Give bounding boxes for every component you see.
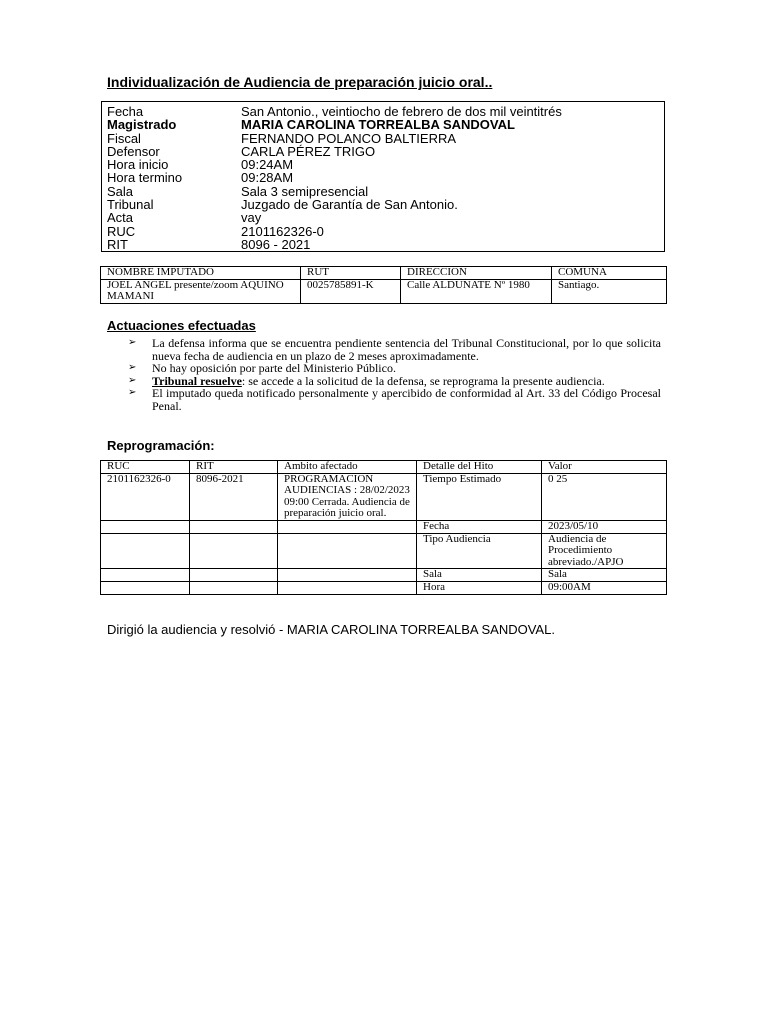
header-cell: Ambito afectado (278, 461, 417, 474)
table-row (101, 520, 667, 533)
hearing-info-box (101, 101, 665, 252)
info-row-fecha (107, 105, 664, 118)
closing-statement: Dirigió la audiencia y resolvió - MARIA CAROLINA TORREALBA SANDOVAL. (107, 622, 555, 637)
document-title: Individualización de Audiencia de preparación juicio oral.. (107, 74, 493, 90)
info-value: MARIA CAROLINA TORREALBA SANDOVAL (241, 117, 515, 133)
table-cell (190, 569, 278, 582)
reprogramacion-table (100, 460, 667, 595)
table-cell (101, 569, 190, 582)
info-label: Fiscal (107, 130, 141, 146)
table-row (101, 279, 667, 303)
table-cell: Fecha (417, 520, 542, 533)
table-cell (101, 533, 190, 569)
header-cell: RUT (301, 267, 401, 280)
item-text: La defensa informa que se encuentra pendiente sentencia del Tribunal Constitucional, por lo que solicita nueva fecha de audiencia en un plazo de 2 meses aproximadamente. (152, 336, 661, 363)
header-cell: DIRECCION (401, 267, 552, 280)
actuaciones-list (128, 337, 661, 413)
table-header-row (101, 267, 667, 280)
info-label: Sala (107, 183, 134, 199)
item-text: No hay oposición por parte del Ministerio Público. (152, 361, 396, 376)
header-cell: RUC (101, 461, 190, 474)
cell-rut: 0025785891-K (301, 279, 401, 303)
table-cell (278, 569, 417, 582)
table-cell (190, 533, 278, 569)
cell-direccion: Calle ALDUNATE Nº 1980 (401, 279, 552, 303)
info-value: 8096 - 2021 (241, 236, 311, 252)
info-label: Fecha (107, 104, 144, 119)
info-value: 09:24AM (241, 157, 294, 173)
info-label: Acta (107, 210, 134, 226)
item-text: : se accede a la solicitud de la defensa, se reprograma la presente audiencia. (241, 373, 605, 388)
list-item (128, 387, 661, 412)
info-row-defensor (107, 145, 664, 158)
info-value: 2101162326-0 (241, 223, 324, 239)
info-value: vay (241, 210, 262, 226)
header-cell: RIT (190, 461, 278, 474)
info-row-fiscal (107, 132, 664, 145)
header-cell: NOMBRE IMPUTADO (101, 267, 301, 280)
table-row (101, 581, 667, 594)
info-row-acta (107, 211, 664, 224)
table-cell (278, 520, 417, 533)
arrow-bullet-icon: ➢ (128, 362, 137, 374)
info-value: CARLA PÉREZ TRIGO (241, 143, 376, 159)
info-label: Hora inicio (107, 157, 169, 173)
table-cell: 2023/05/10 (542, 520, 667, 533)
info-row-ruc (107, 225, 664, 238)
item-text: El imputado queda notificado personalmente y apercibido de conformidad al Art. 33 del Código Procesal Penal. (152, 386, 661, 413)
info-row-sala (107, 185, 664, 198)
table-cell (278, 533, 417, 569)
info-row-hora-inicio (107, 158, 664, 171)
tribunal-resuelve-label: Tribunal resuelve (152, 373, 242, 388)
table-cell: PROGRAMACION AUDIENCIAS : 28/02/2023 09:00 Cerrada. Audiencia de preparación juicio oral. (278, 473, 417, 520)
info-row-magistrado (107, 118, 664, 131)
info-row-tribunal (107, 198, 664, 211)
info-value: Juzgado de Garantía de San Antonio. (241, 197, 458, 213)
imputado-table (100, 266, 667, 304)
arrow-bullet-icon: ➢ (128, 374, 137, 386)
cell-nombre: JOEL ANGEL presente/zoom AQUINO MAMANI (101, 279, 301, 303)
info-value: Sala 3 semipresencial (241, 183, 369, 199)
header-cell: COMUNA (552, 267, 667, 280)
table-row (101, 569, 667, 582)
cell-comuna: Santiago. (552, 279, 667, 303)
info-value: FERNANDO POLANCO BALTIERRA (241, 130, 457, 146)
info-label: Defensor (107, 143, 160, 159)
table-cell (190, 581, 278, 594)
table-cell (278, 581, 417, 594)
table-cell: Sala (542, 569, 667, 582)
list-item (128, 337, 661, 362)
table-cell (101, 581, 190, 594)
table-row (101, 533, 667, 569)
table-cell (190, 520, 278, 533)
table-cell: Tiempo Estimado (417, 473, 542, 520)
table-cell: 2101162326-0 (101, 473, 190, 520)
table-cell: Sala (417, 569, 542, 582)
info-label: Hora termino (107, 170, 183, 186)
info-label: RUC (107, 223, 136, 239)
info-row-hora-termino (107, 171, 664, 184)
arrow-bullet-icon: ➢ (128, 387, 137, 399)
info-label: Magistrado (107, 117, 177, 133)
arrow-bullet-icon: ➢ (128, 337, 137, 348)
table-cell: Audiencia de Procedimiento abreviado./APJO (542, 533, 667, 569)
actuaciones-heading: Actuaciones efectuadas (107, 318, 256, 333)
info-label: RIT (107, 236, 128, 252)
table-cell: 09:00AM (542, 581, 667, 594)
table-cell (101, 520, 190, 533)
table-cell: 0 25 (542, 473, 667, 520)
info-value: San Antonio., veintiocho de febrero de dos mil veintitrés (241, 104, 562, 119)
table-header-row (101, 461, 667, 474)
info-value: 09:28AM (241, 170, 294, 186)
header-cell: Detalle del Hito (417, 461, 542, 474)
table-cell: 8096-2021 (190, 473, 278, 520)
info-row-rit (107, 238, 664, 251)
table-cell: Tipo Audiencia (417, 533, 542, 569)
table-row (101, 473, 667, 520)
header-cell: Valor (542, 461, 667, 474)
info-label: Tribunal (107, 197, 154, 213)
table-cell: Hora (417, 581, 542, 594)
reprogramacion-heading: Reprogramación: (107, 438, 215, 453)
